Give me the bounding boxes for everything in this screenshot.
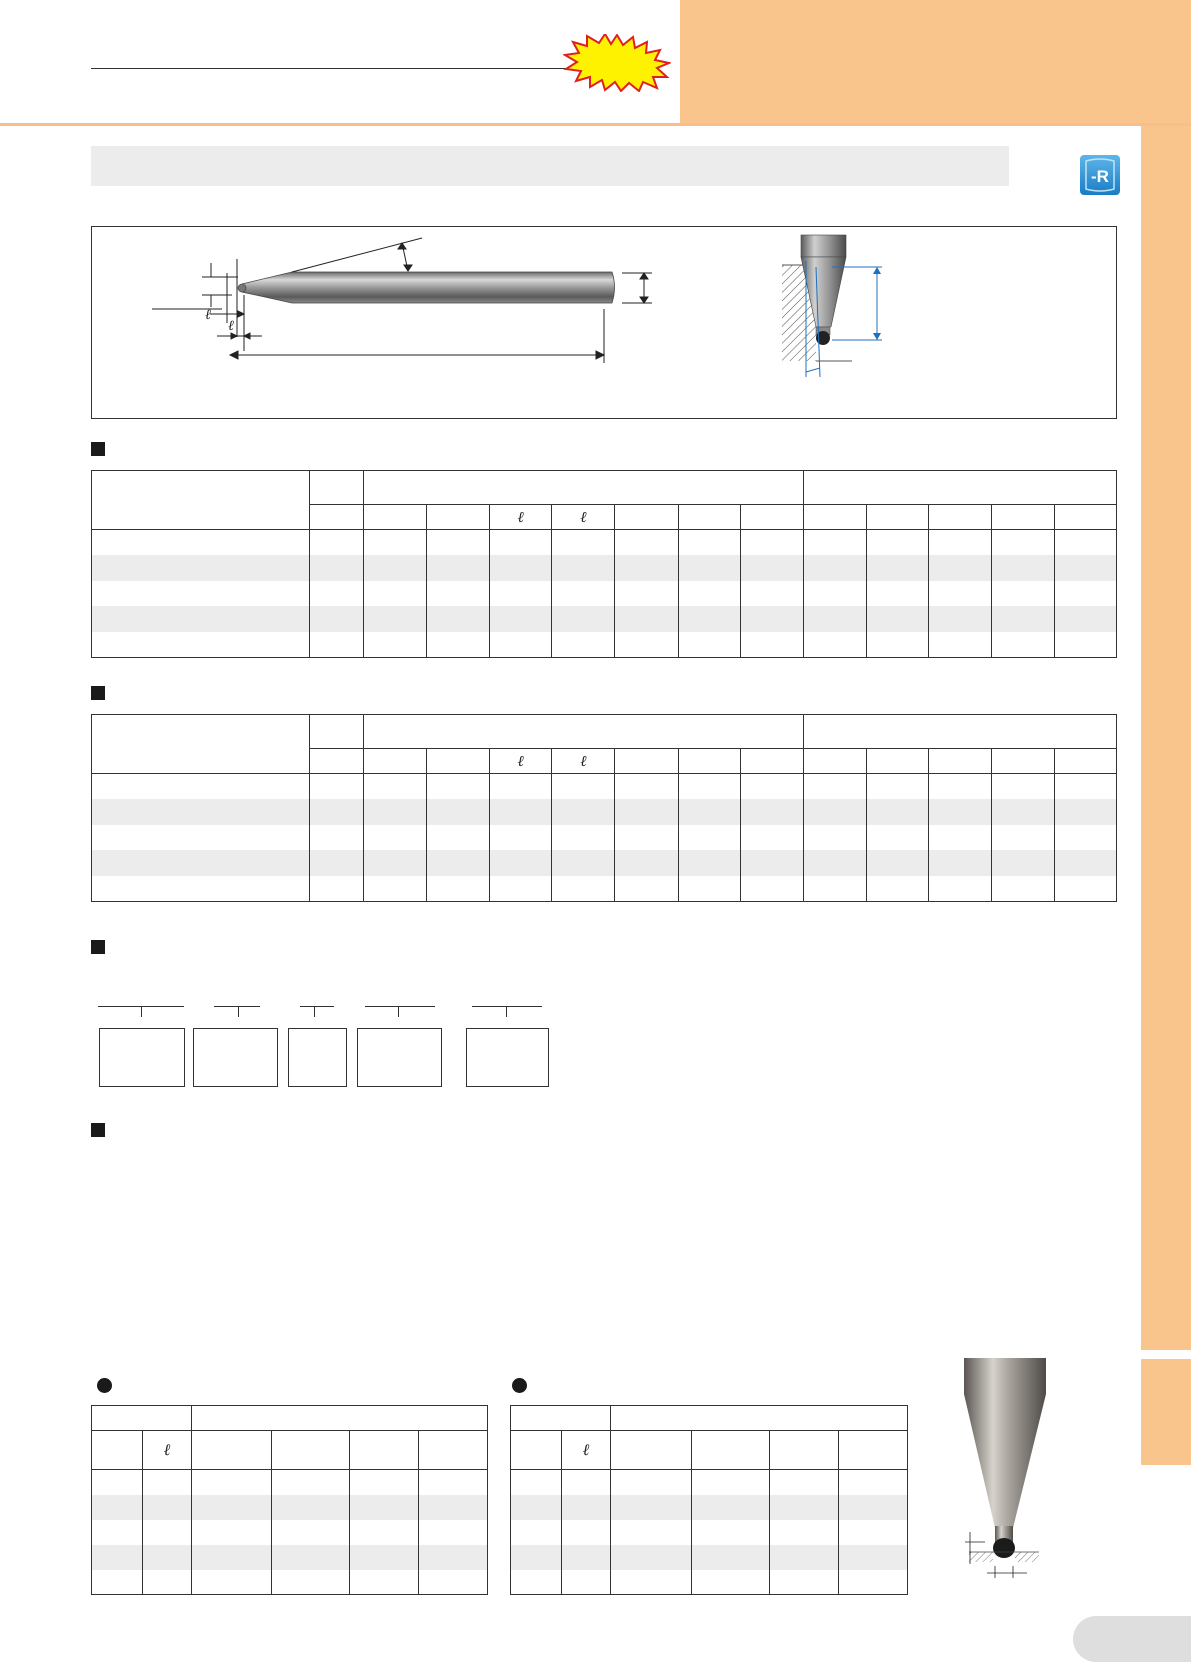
tool-tip-closeup-image	[955, 1356, 1055, 1596]
table2-ell-header: ℓ	[552, 749, 615, 774]
table-row	[511, 1570, 908, 1595]
code-segment-box	[99, 1028, 185, 1087]
table2-stock-group-header	[803, 715, 1116, 749]
code-segment-box	[357, 1028, 442, 1087]
bullet-right	[512, 1378, 527, 1393]
code-segment-box	[466, 1028, 549, 1087]
cutting-conditions-table-right	[510, 1405, 908, 1595]
table-row	[92, 581, 1117, 607]
spec-table-1	[91, 470, 1117, 658]
table2-header-row	[92, 715, 1117, 749]
new-starburst-icon	[563, 34, 671, 92]
section-marker-2	[91, 686, 105, 700]
table2-model-header	[92, 715, 310, 774]
badge-label: -R	[1091, 167, 1109, 186]
table-row	[92, 850, 1117, 876]
dim-ell-neck-label: ℓ	[228, 318, 234, 334]
table-row	[511, 1545, 908, 1570]
table-row	[92, 825, 1117, 851]
small-left-ell-header: ℓ	[143, 1431, 192, 1470]
table-row	[92, 1545, 488, 1570]
table-row	[511, 1470, 908, 1495]
section-marker-4	[91, 1123, 105, 1137]
small-right-ell-header: ℓ	[562, 1431, 611, 1470]
table1-dimension-group-header	[363, 471, 803, 505]
header-rule	[91, 68, 571, 69]
bullet-left	[97, 1378, 112, 1393]
table2-ell-header: ℓ	[490, 749, 552, 774]
table1-ell-header: ℓ	[552, 505, 615, 530]
table-row	[92, 1495, 488, 1520]
table2-dimension-group-header	[363, 715, 803, 749]
table1-ell-header: ℓ	[490, 505, 552, 530]
table-row	[511, 1495, 908, 1520]
table-row	[92, 555, 1117, 581]
page-number-pill	[1073, 1616, 1191, 1662]
tool-dimension-drawing	[91, 226, 1117, 419]
side-index-tab[interactable]	[1141, 1359, 1191, 1465]
cutting-conditions-table-left	[91, 1405, 488, 1595]
code-segment-box	[288, 1028, 347, 1087]
clearance-detail-view	[782, 235, 882, 377]
section-marker-3	[91, 940, 105, 954]
table-row	[92, 774, 1117, 800]
table1-stock-group-header	[803, 471, 1116, 505]
table-row	[92, 799, 1117, 825]
table-row	[92, 1470, 488, 1495]
header-divider	[0, 123, 1191, 126]
code-segment-box	[193, 1028, 278, 1087]
table-row	[511, 1520, 908, 1545]
table-row	[92, 530, 1117, 556]
table1-header-row	[92, 471, 1117, 505]
table1-model-header	[92, 471, 310, 530]
table-row	[92, 606, 1117, 632]
spec-table-2	[91, 714, 1117, 902]
table-row	[92, 1520, 488, 1545]
table-row	[92, 876, 1117, 902]
table-row	[92, 1570, 488, 1595]
dim-ell-shank-label: ℓ	[205, 307, 211, 323]
side-index-strip	[1141, 126, 1191, 1350]
end-mill-side-view	[238, 272, 615, 303]
radius-type-badge	[1080, 155, 1120, 195]
table-row	[92, 632, 1117, 658]
product-title-bar	[91, 146, 1009, 186]
section-marker-1	[91, 442, 105, 456]
header-accent-block	[680, 0, 1191, 124]
